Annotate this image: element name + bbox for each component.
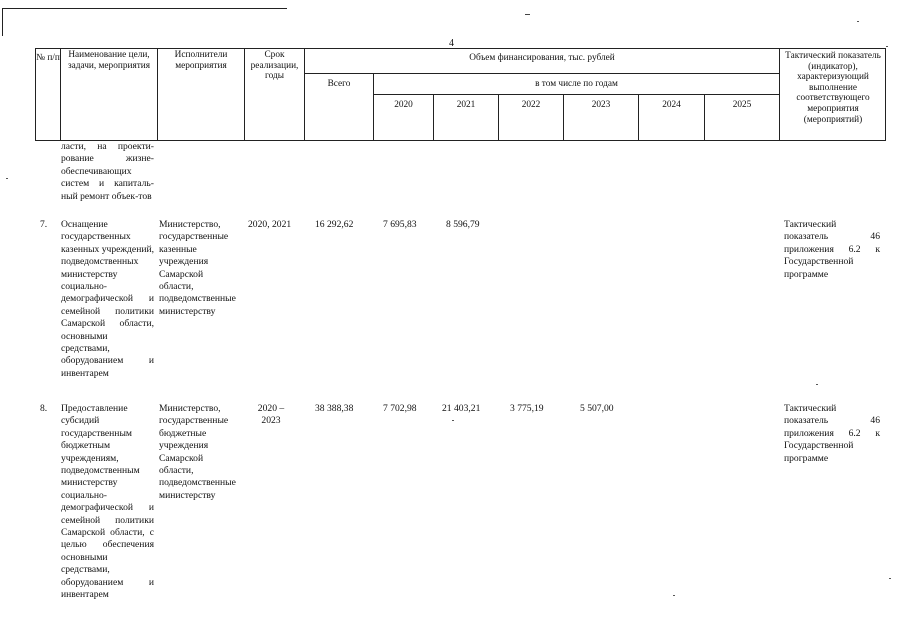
row-7-indicator: Тактический показатель 46 приложения 6.2 к Государственной программе bbox=[784, 219, 880, 280]
header-year-2025: 2025 bbox=[732, 100, 752, 110]
header-name: Наименование цели, задачи, мероприятия bbox=[67, 50, 151, 71]
row-8-total: 38 388,38 bbox=[315, 403, 354, 414]
scan-mark bbox=[525, 14, 530, 15]
table-header bbox=[35, 48, 886, 141]
row-7-no: 7. bbox=[40, 219, 48, 230]
scan-speck bbox=[673, 595, 675, 596]
scan-speck bbox=[857, 21, 859, 22]
header-executors: Исполнители мероприятия bbox=[174, 50, 228, 71]
row-7-name: Оснащение государственных казенных учреждений, подведомственных министерству социально-демографической и семейной политики Самарской области, основными средствами, оборудованием и инвентарем bbox=[61, 219, 154, 379]
row-8-2022: 3 775,19 bbox=[510, 403, 544, 414]
scan-speck bbox=[816, 384, 818, 385]
row-8-indicator: Тактический показатель 46 приложения 6.2 к Государственной программе bbox=[784, 403, 880, 464]
page-number: 4 bbox=[449, 38, 454, 49]
header-by-years: в том числе по годам bbox=[535, 79, 618, 89]
header-year-2024: 2024 bbox=[662, 100, 681, 110]
scan-speck bbox=[6, 178, 8, 179]
row-8-no: 8. bbox=[40, 403, 48, 414]
row-7-2021: 8 596,79 bbox=[446, 219, 480, 230]
header-no: № п/п bbox=[36, 53, 60, 63]
header-year-2023: 2023 bbox=[591, 100, 611, 110]
row-8-term: 2020 – 2023 bbox=[257, 403, 285, 427]
scan-border-line bbox=[2, 8, 287, 9]
row-8-2021: 21 403,21 bbox=[442, 403, 481, 414]
header-financing: Объем финансирования, тыс. рублей bbox=[469, 53, 615, 63]
continuation-name: ласти, на проекти-рование жизне-обеспечивающих систем и капиталь-ный ремонт объек-тов bbox=[61, 141, 154, 202]
header-year-2022: 2022 bbox=[521, 100, 541, 110]
row-7-total: 16 292,62 bbox=[315, 219, 354, 230]
scan-speck bbox=[886, 46, 888, 47]
row-7-executors: Министерство, государственные казенные учреждения Самарской области, подведомственные министерству bbox=[159, 219, 236, 317]
row-8-2020: 7 702,98 bbox=[383, 403, 417, 414]
row-8-executors: Министерство, государственные бюджетные учреждения Самарской области, подведомственные министерству bbox=[159, 403, 236, 501]
header-year-2021: 2021 bbox=[456, 100, 476, 110]
row-8-2023: 5 507,00 bbox=[580, 403, 614, 414]
scan-speck bbox=[889, 578, 891, 579]
header-total: Всего bbox=[327, 79, 351, 89]
row-7-2020: 7 695,83 bbox=[383, 219, 417, 230]
scan-border-line bbox=[2, 8, 3, 36]
header-indicator: Тактический показатель (индикатор), характеризующий выполнение соответствующего мероприятия (мероприятий) bbox=[785, 51, 881, 125]
row-7-term: 2020, 2021 bbox=[248, 219, 292, 230]
row-8-name: Предоставление субсидий государственным бюджетным учреждениям, подведомственным министерству социально-демографической и семейной политики Самарской области, с целью обеспечения основными средствами, оборудованием и инвентарем bbox=[61, 403, 154, 601]
header-term: Срок реализации, годы bbox=[250, 50, 299, 82]
scan-speck bbox=[452, 420, 454, 421]
header-year-2020: 2020 bbox=[394, 100, 413, 110]
